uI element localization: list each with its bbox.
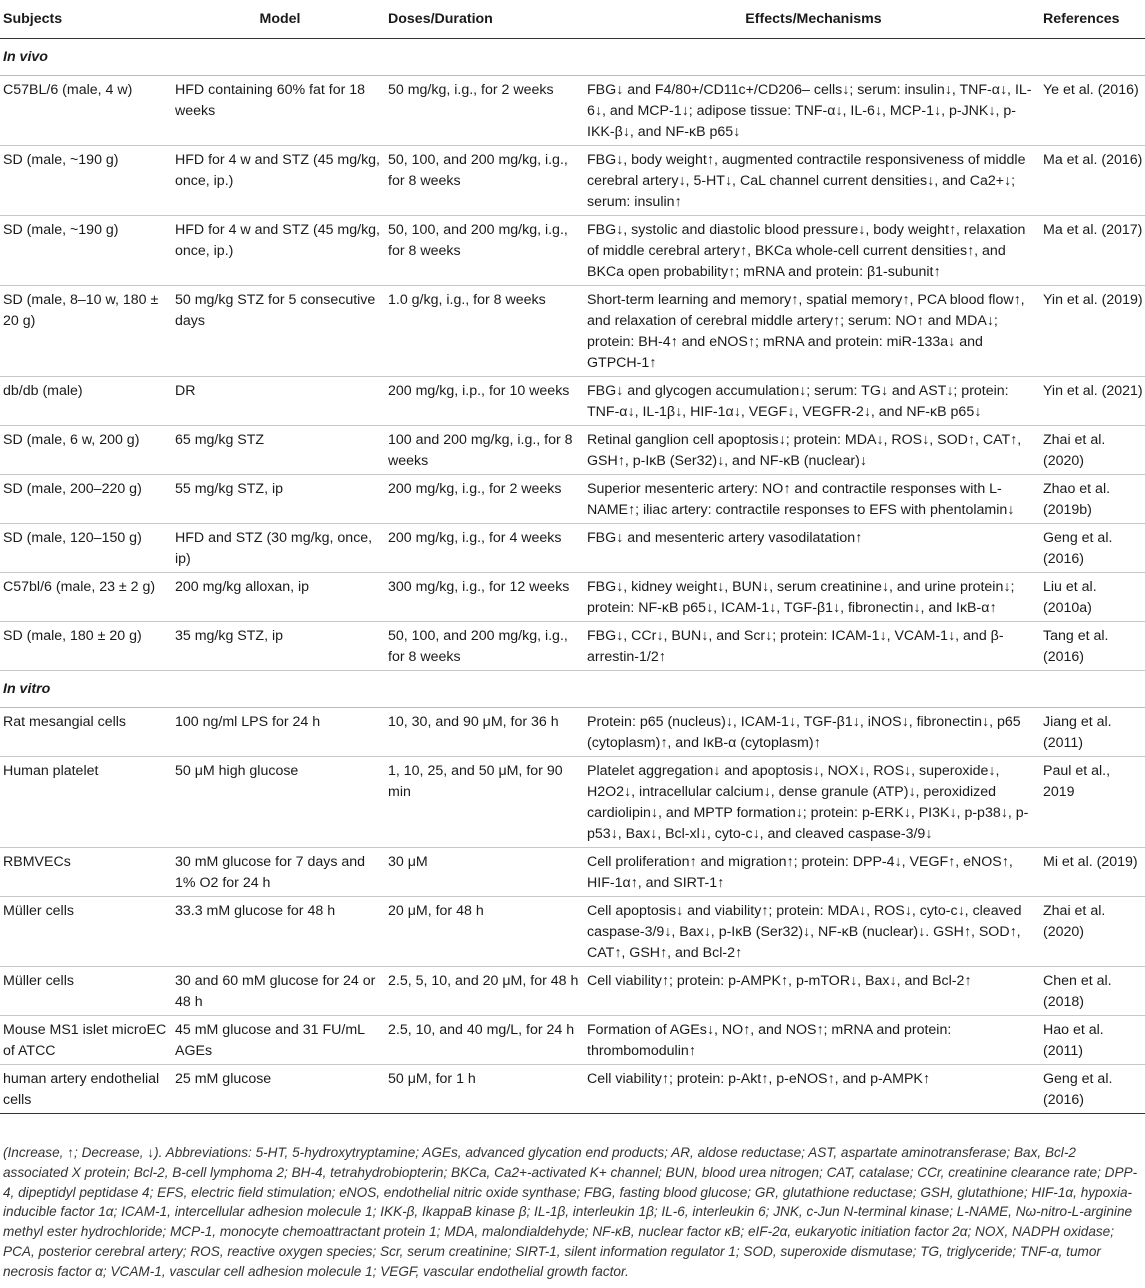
cell-doses: 50, 100, and 200 mg/kg, i.g., for 8 weeks [385, 146, 584, 216]
cell-effects: Cell viability↑; protein: p-AMPK↑, p-mTOR↓, Bax↓, and Bcl-2↑ [584, 967, 1040, 1016]
cell-effects: FBG↓ and glycogen accumulation↓; serum: TG↓ and AST↓; protein: TNF-α↓, IL-1β↓, HIF-1α↓, VEGF↓, VEGFR-2↓, and NF-κB p65↓ [584, 377, 1040, 426]
cell-reference: Ma et al. (2016) [1040, 146, 1145, 216]
cell-model: 25 mM glucose [172, 1065, 385, 1114]
table-row [0, 76, 1145, 146]
table-row [0, 475, 1145, 524]
cell-model: 30 and 60 mM glucose for 24 or 48 h [172, 967, 385, 1016]
cell-subjects: Müller cells [0, 967, 172, 1016]
cell-subjects: SD (male, ~190 g) [0, 146, 172, 216]
cell-effects: Platelet aggregation↓ and apoptosis↓, NOX↓, ROS↓, superoxide↓, H2O2↓, intracellular calcium↓, dense granule (ATP)↓, peroxidized cardiolipin↓, and MPTP formation↓; protein: p-ERK↓, PI3K↓, p-p38↓, p-p53↓, Bax↓, Bcl-xl↓, cyto-c↓, and cleaved caspase-3/9↓ [584, 757, 1040, 848]
cell-reference: Tang et al. (2016) [1040, 622, 1145, 671]
table-row [0, 757, 1145, 848]
table-row [0, 622, 1145, 671]
cell-model: HFD for 4 w and STZ (45 mg/kg, once, ip.) [172, 146, 385, 216]
cell-model: 100 ng/ml LPS for 24 h [172, 708, 385, 757]
cell-model: DR [172, 377, 385, 426]
cell-reference: Yin et al. (2021) [1040, 377, 1145, 426]
cell-subjects: SD (male, 120–150 g) [0, 524, 172, 573]
cell-doses: 20 μM, for 48 h [385, 897, 584, 967]
cell-reference: Yin et al. (2019) [1040, 286, 1145, 377]
cell-reference: Mi et al. (2019) [1040, 848, 1145, 897]
cell-reference: Chen et al. (2018) [1040, 967, 1145, 1016]
cell-doses: 300 mg/kg, i.g., for 12 weeks [385, 573, 584, 622]
cell-reference: Zhao et al. (2019b) [1040, 475, 1145, 524]
cell-doses: 1, 10, 25, and 50 μM, for 90 min [385, 757, 584, 848]
cell-model: 50 mg/kg STZ for 5 consecutive days [172, 286, 385, 377]
cell-effects: FBG↓, body weight↑, augmented contractile responsiveness of middle cerebral artery↓, 5-HT↓, CaL channel current densities↓, and Ca2+↓; serum: insulin↑ [584, 146, 1040, 216]
section-row [0, 39, 1145, 76]
cell-doses: 2.5, 10, and 40 mg/L, for 24 h [385, 1016, 584, 1065]
header-row [0, 0, 1145, 39]
cell-effects: FBG↓, CCr↓, BUN↓, and Scr↓; protein: ICAM-1↓, VCAM-1↓, and β-arrestin-1/2↑ [584, 622, 1040, 671]
cell-subjects: C57bl/6 (male, 23 ± 2 g) [0, 573, 172, 622]
cell-reference: Zhai et al. (2020) [1040, 897, 1145, 967]
table-row [0, 708, 1145, 757]
cell-effects: Cell apoptosis↓ and viability↑; protein: MDA↓, ROS↓, cyto-c↓, cleaved caspase-3/9↓, Bax↓, p-IκB (Ser32)↓, NF-κB (nuclear)↓. GSH↑, SOD↑, CAT↑, GSH↑, and Bcl-2↑ [584, 897, 1040, 967]
cell-reference: Ma et al. (2017) [1040, 216, 1145, 286]
table-row [0, 967, 1145, 1016]
cell-subjects: db/db (male) [0, 377, 172, 426]
table-row [0, 377, 1145, 426]
cell-subjects: Müller cells [0, 897, 172, 967]
cell-model: 33.3 mM glucose for 48 h [172, 897, 385, 967]
header-references: References [1040, 0, 1145, 39]
cell-doses: 50, 100, and 200 mg/kg, i.g., for 8 weeks [385, 216, 584, 286]
cell-subjects: RBMVECs [0, 848, 172, 897]
cell-effects: Protein: p65 (nucleus)↓, ICAM-1↓, TGF-β1↓, iNOS↓, fibronectin↓, p65 (cytoplasm)↑, and IκB-α (cytoplasm)↑ [584, 708, 1040, 757]
cell-subjects: human artery endothelial cells [0, 1065, 172, 1114]
cell-model: 30 mM glucose for 7 days and 1% O2 for 24 h [172, 848, 385, 897]
table-footnote: (Increase, ↑; Decrease, ↓). Abbreviations: 5-HT, 5-hydroxytryptamine; AGEs, advanced glycation end products; AR, aldose reductase; AST, aspartate aminotransferase; Bax, Bcl-2 associated X protein; Bcl-2, B-cell lymphoma 2; BH-4, tetrahydrobiopterin; BKCa, Ca2+-activated K+ channel; BUN, blood urea nitrogen; CAT, catalase; CCr, creatinine clearance rate; DPP-4, dipeptidyl peptidase 4; EFS, electric field stimulation; eNOS, endothelial nitric oxide synthase; FBG, fasting blood glucose; GR, glutathione reductase; GSH, glutathione; HIF-1α, hypoxia-inducible factor 1α; ICAM-1, intercellular adhesion molecule 1; IKK-β, IkappaB kinase β; IL-1β, interleukin 1β; IL-6, interleukin 6; JNK, c-Jun N-terminal kinase; L-NAME, Nω-nitro-L-arginine methyl ester hydrochloride; MCP-1, monocyte chemoattractant protein 1; MDA, malondialdehyde; NF-κB, nuclear factor κB; eIF-2α, eukaryotic initiation factor 2α; NOX, NADPH oxidase; PCA, posterior cerebral artery; ROS, reactive oxygen species; Scr, serum creatinine; SIRT-1, silent information regulator 1; SOD, superoxide dismutase; TG, triglyceride; TNF-α, tumor necrosis factor α; VCAM-1, vascular cell adhesion molecule 1; VEGF, vascular endothelial growth factor. [3, 1145, 1138, 1279]
cell-doses: 30 μM [385, 848, 584, 897]
cell-model: HFD and STZ (30 mg/kg, once, ip) [172, 524, 385, 573]
cell-reference: Jiang et al. (2011) [1040, 708, 1145, 757]
cell-effects: Retinal ganglion cell apoptosis↓; protein: MDA↓, ROS↓, SOD↑, CAT↑, GSH↑, p-IκB (Ser32)↓, and NF-κB (nuclear)↓ [584, 426, 1040, 475]
cell-reference: Ye et al. (2016) [1040, 76, 1145, 146]
table-row [0, 897, 1145, 967]
section-title: In vivo [0, 39, 1145, 76]
cell-reference: Hao et al. (2011) [1040, 1016, 1145, 1065]
cell-effects: Formation of AGEs↓, NO↑, and NOS↑; mRNA and protein: thrombomodulin↑ [584, 1016, 1040, 1065]
cell-effects: FBG↓, kidney weight↓, BUN↓, serum creatinine↓, and urine protein↓; protein: NF-κB p65↓, ICAM-1↓, TGF-β1↓, fibronectin↓, and IκB-α↑ [584, 573, 1040, 622]
section-title: In vitro [0, 671, 1145, 708]
table-row [0, 848, 1145, 897]
cell-subjects: SD (male, 6 w, 200 g) [0, 426, 172, 475]
cell-model: 65 mg/kg STZ [172, 426, 385, 475]
table-row [0, 286, 1145, 377]
cell-model: 55 mg/kg STZ, ip [172, 475, 385, 524]
table-row [0, 573, 1145, 622]
table-row [0, 524, 1145, 573]
cell-doses: 200 mg/kg, i.p., for 10 weeks [385, 377, 584, 426]
section-row [0, 671, 1145, 708]
cell-subjects: SD (male, 180 ± 20 g) [0, 622, 172, 671]
cell-doses: 50 mg/kg, i.g., for 2 weeks [385, 76, 584, 146]
cell-reference: Zhai et al. (2020) [1040, 426, 1145, 475]
cell-reference: Geng et al. (2016) [1040, 1065, 1145, 1114]
cell-doses: 2.5, 5, 10, and 20 μM, for 48 h [385, 967, 584, 1016]
cell-effects: Short-term learning and memory↑, spatial memory↑, PCA blood flow↑, and relaxation of cerebral middle artery↑; serum: NO↑ and MDA↓; protein: BH-4↑ and eNOS↑; mRNA and protein: miR-133a↓ and GTPCH-1↑ [584, 286, 1040, 377]
cell-subjects: Rat mesangial cells [0, 708, 172, 757]
cell-model: HFD for 4 w and STZ (45 mg/kg, once, ip.) [172, 216, 385, 286]
table-row [0, 216, 1145, 286]
cell-subjects: C57BL/6 (male, 4 w) [0, 76, 172, 146]
cell-effects: FBG↓ and F4/80+/CD11c+/CD206– cells↓; serum: insulin↓, TNF-α↓, IL-6↓, and MCP-1↓; adipose tissue: TNF-α↓, IL-6↓, MCP-1↓, p-JNK↓, p-IKK-β↓, and NF-κB p65↓ [584, 76, 1040, 146]
header-effects: Effects/Mechanisms [584, 0, 1040, 39]
cell-doses: 100 and 200 mg/kg, i.g., for 8 weeks [385, 426, 584, 475]
cell-model: HFD containing 60% fat for 18 weeks [172, 76, 385, 146]
header-doses: Doses/Duration [385, 0, 584, 39]
cell-subjects: SD (male, 8–10 w, 180 ± 20 g) [0, 286, 172, 377]
cell-reference: Geng et al. (2016) [1040, 524, 1145, 573]
cell-model: 45 mM glucose and 31 FU/mL AGEs [172, 1016, 385, 1065]
table-row [0, 146, 1145, 216]
cell-effects: Cell proliferation↑ and migration↑; protein: DPP-4↓, VEGF↑, eNOS↑, HIF-1α↑, and SIRT-1↑ [584, 848, 1040, 897]
cell-doses: 50 μM, for 1 h [385, 1065, 584, 1114]
table-body [0, 39, 1145, 1114]
table-row [0, 1016, 1145, 1065]
cell-effects: Cell viability↑; protein: p-Akt↑, p-eNOS↑, and p-AMPK↑ [584, 1065, 1040, 1114]
cell-subjects: Human platelet [0, 757, 172, 848]
table-row [0, 1065, 1145, 1114]
header-subjects: Subjects [0, 0, 172, 39]
cell-model: 200 mg/kg alloxan, ip [172, 573, 385, 622]
cell-reference: Paul et al., 2019 [1040, 757, 1145, 848]
cell-subjects: SD (male, 200–220 g) [0, 475, 172, 524]
cell-effects: FBG↓ and mesenteric artery vasodilatation↑ [584, 524, 1040, 573]
cell-model: 35 mg/kg STZ, ip [172, 622, 385, 671]
cell-reference: Liu et al. (2010a) [1040, 573, 1145, 622]
cell-doses: 1.0 g/kg, i.g., for 8 weeks [385, 286, 584, 377]
cell-effects: FBG↓, systolic and diastolic blood pressure↓, body weight↑, relaxation of middle cerebral artery↑, BKCa whole-cell current densities↑, and BKCa open probability↑; mRNA and protein: β1-subunit↑ [584, 216, 1040, 286]
cell-doses: 200 mg/kg, i.g., for 4 weeks [385, 524, 584, 573]
cell-subjects: SD (male, ~190 g) [0, 216, 172, 286]
cell-doses: 200 mg/kg, i.g., for 2 weeks [385, 475, 584, 524]
cell-effects: Superior mesenteric artery: NO↑ and contractile responses with L-NAME↑; iliac artery: contractile responses to EFS with phentolamin↓ [584, 475, 1040, 524]
cell-doses: 10, 30, and 90 μM, for 36 h [385, 708, 584, 757]
header-model: Model [172, 0, 385, 39]
cell-subjects: Mouse MS1 islet microEC of ATCC [0, 1016, 172, 1065]
cell-doses: 50, 100, and 200 mg/kg, i.g., for 8 weeks [385, 622, 584, 671]
table-row [0, 426, 1145, 475]
cell-model: 50 μM high glucose [172, 757, 385, 848]
